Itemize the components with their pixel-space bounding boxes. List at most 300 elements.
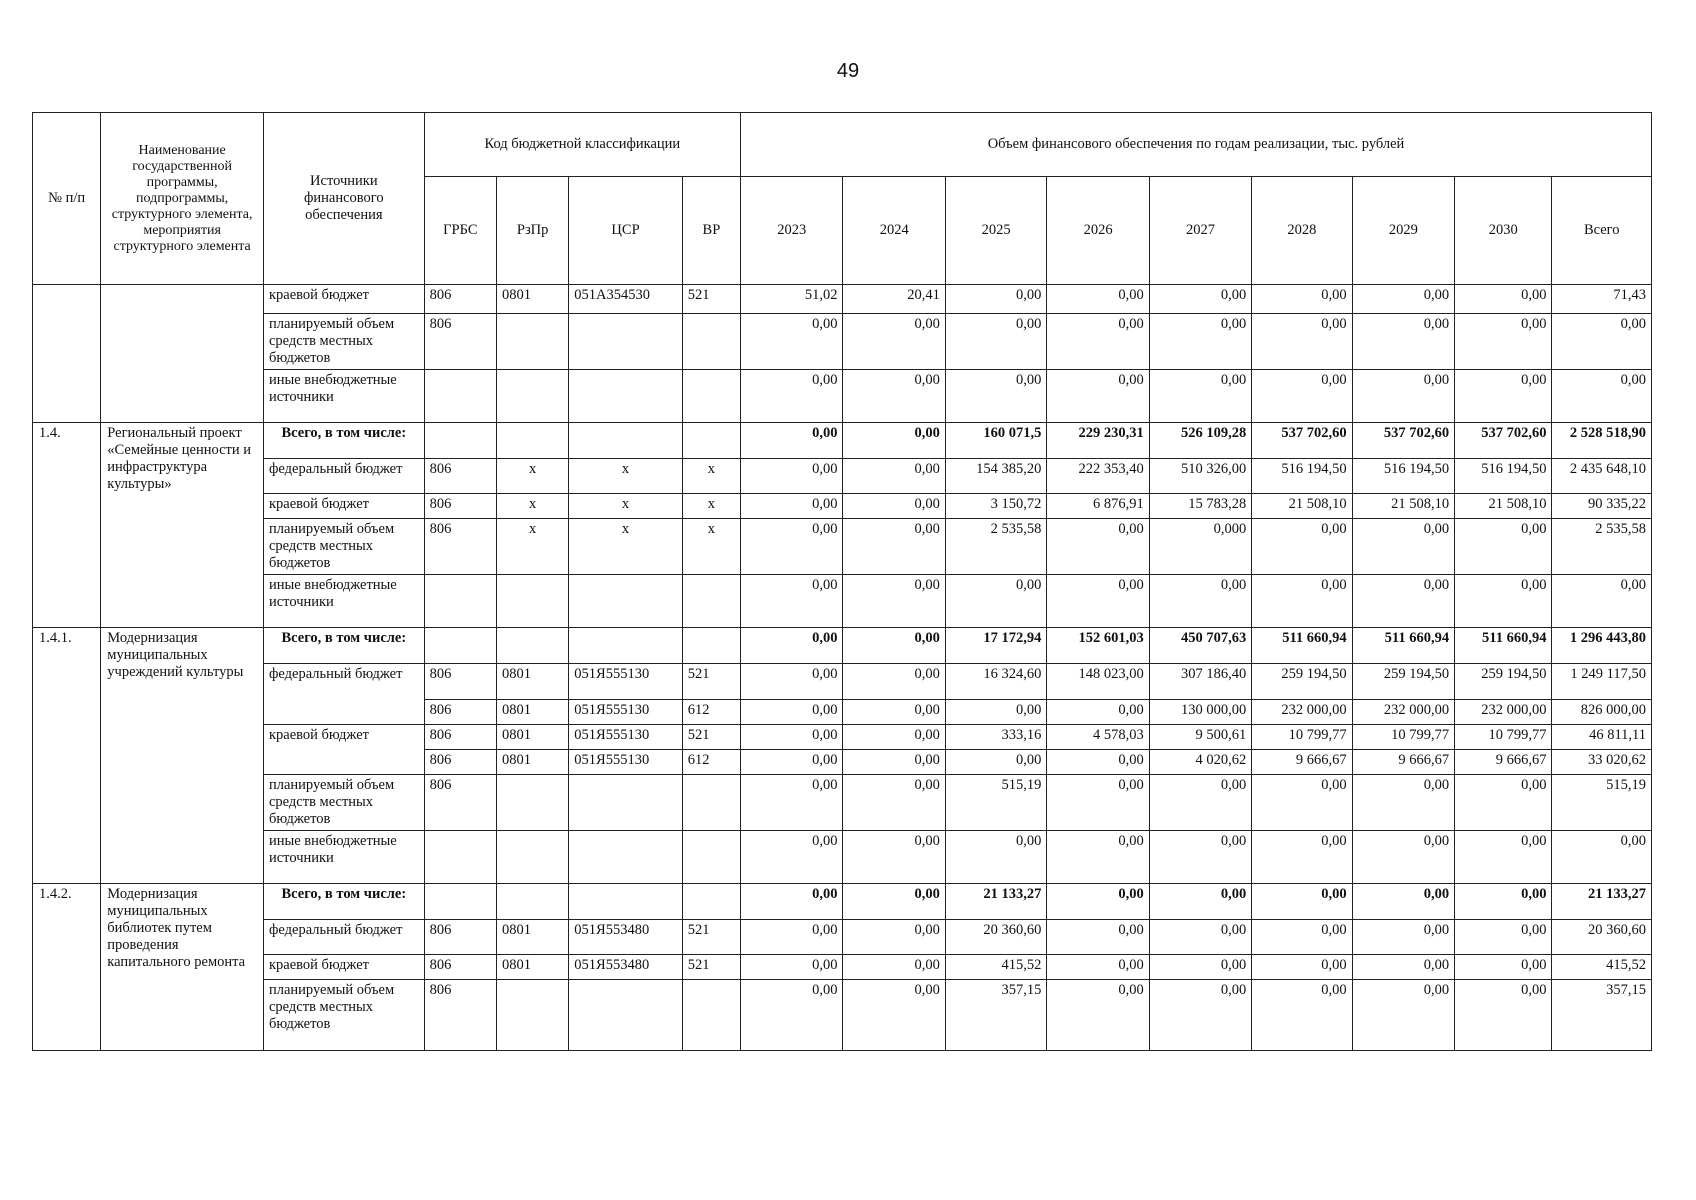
funding-source: планируемый объем средств местных бюджетов [263, 314, 424, 370]
value-2030: 0,00 [1455, 884, 1552, 920]
table-row [33, 285, 1652, 314]
value-2025: 16 324,60 [945, 664, 1046, 700]
funding-source: планируемый объем средств местных бюджетов [263, 775, 424, 831]
table-row [33, 314, 1652, 370]
csr-code [569, 884, 682, 920]
value-2027: 0,00 [1149, 884, 1251, 920]
funding-source: иные внебюджетные источники [263, 370, 424, 423]
value-2029: 10 799,77 [1352, 725, 1454, 750]
value-2025: 17 172,94 [945, 628, 1046, 664]
funding-source: краевой бюджет [263, 955, 424, 980]
value-total: 826 000,00 [1552, 700, 1652, 725]
item-name: Модернизация муниципальных учреждений культуры [101, 628, 264, 884]
value-2030: 10 799,77 [1455, 725, 1552, 750]
value-2030: 21 508,10 [1455, 494, 1552, 519]
value-total: 2 435 648,10 [1552, 459, 1652, 494]
csr-code [569, 775, 682, 831]
rzpr-code [496, 628, 568, 664]
table-row [33, 519, 1652, 575]
funding-source: планируемый объем средств местных бюджетов [263, 519, 424, 575]
value-2029: 0,00 [1352, 519, 1454, 575]
value-2024: 0,00 [843, 955, 945, 980]
value-2026: 0,00 [1047, 831, 1149, 884]
value-2025: 0,00 [945, 370, 1046, 423]
value-2028: 21 508,10 [1252, 494, 1352, 519]
value-2026: 0,00 [1047, 314, 1149, 370]
rzpr-code: х [496, 519, 568, 575]
grbs-code: 806 [424, 285, 496, 314]
value-total: 21 133,27 [1552, 884, 1652, 920]
grbs-code: 806 [424, 775, 496, 831]
value-2030: 0,00 [1455, 775, 1552, 831]
funding-source: Всего, в том числе: [263, 423, 424, 459]
value-2023: 0,00 [741, 628, 843, 664]
value-2026: 222 353,40 [1047, 459, 1149, 494]
value-2023: 0,00 [741, 884, 843, 920]
value-total: 20 360,60 [1552, 920, 1652, 955]
csr-code: 051Я553480 [569, 920, 682, 955]
csr-code [569, 314, 682, 370]
value-2025: 333,16 [945, 725, 1046, 750]
value-2026: 148 023,00 [1047, 664, 1149, 700]
value-2030: 0,00 [1455, 285, 1552, 314]
value-2023: 0,00 [741, 980, 843, 1051]
value-2029: 0,00 [1352, 884, 1454, 920]
value-2023: 0,00 [741, 831, 843, 884]
csr-code: 051Я553480 [569, 955, 682, 980]
value-2027: 510 326,00 [1149, 459, 1251, 494]
vr-code: 521 [682, 285, 740, 314]
value-2025: 0,00 [945, 700, 1046, 725]
header-year-2025: 2025 [945, 177, 1046, 285]
value-2025: 21 133,27 [945, 884, 1046, 920]
funding-source: краевой бюджет [263, 285, 424, 314]
value-2024: 0,00 [843, 775, 945, 831]
value-2023: 0,00 [741, 423, 843, 459]
table-row [33, 920, 1652, 955]
value-2027: 0,00 [1149, 285, 1251, 314]
value-2026: 0,00 [1047, 575, 1149, 628]
header-year-2027: 2027 [1149, 177, 1251, 285]
table-row [33, 494, 1652, 519]
value-2024: 0,00 [843, 628, 945, 664]
value-2027: 0,00 [1149, 370, 1251, 423]
rzpr-code: 0801 [496, 725, 568, 750]
value-2026: 0,00 [1047, 285, 1149, 314]
csr-code: 051Я555130 [569, 700, 682, 725]
value-2027: 0,00 [1149, 314, 1251, 370]
table-row [33, 664, 1652, 700]
value-2025: 0,00 [945, 831, 1046, 884]
vr-code: 521 [682, 955, 740, 980]
value-2025: 415,52 [945, 955, 1046, 980]
grbs-code [424, 884, 496, 920]
rzpr-code [496, 423, 568, 459]
value-2028: 0,00 [1252, 955, 1352, 980]
value-total: 0,00 [1552, 575, 1652, 628]
value-2028: 0,00 [1252, 980, 1352, 1051]
value-2026: 0,00 [1047, 775, 1149, 831]
value-2030: 0,00 [1455, 519, 1552, 575]
value-2025: 160 071,5 [945, 423, 1046, 459]
table-row [33, 423, 1652, 459]
header-year-2029: 2029 [1352, 177, 1454, 285]
funding-source: иные внебюджетные источники [263, 575, 424, 628]
value-total: 357,15 [1552, 980, 1652, 1051]
header-year-2028: 2028 [1252, 177, 1352, 285]
value-2025: 0,00 [945, 750, 1046, 775]
vr-code: х [682, 459, 740, 494]
grbs-code: 806 [424, 459, 496, 494]
value-2028: 0,00 [1252, 575, 1352, 628]
value-2023: 0,00 [741, 575, 843, 628]
value-2028: 511 660,94 [1252, 628, 1352, 664]
vr-code: 612 [682, 700, 740, 725]
value-2030: 0,00 [1455, 370, 1552, 423]
value-total: 0,00 [1552, 314, 1652, 370]
item-number: 1.4. [33, 423, 101, 628]
value-2024: 20,41 [843, 285, 945, 314]
csr-code: х [569, 494, 682, 519]
vr-code: 521 [682, 920, 740, 955]
value-2028: 0,00 [1252, 831, 1352, 884]
funding-source: федеральный бюджет [263, 664, 424, 725]
header-code-group: Код бюджетной классификации [424, 113, 740, 177]
value-2024: 0,00 [843, 980, 945, 1051]
value-2023: 0,00 [741, 370, 843, 423]
csr-code [569, 423, 682, 459]
grbs-code: 806 [424, 519, 496, 575]
value-2027: 0,00 [1149, 920, 1251, 955]
header-grbs: ГРБС [424, 177, 496, 285]
value-2029: 516 194,50 [1352, 459, 1454, 494]
value-2030: 0,00 [1455, 831, 1552, 884]
value-2024: 0,00 [843, 494, 945, 519]
value-2024: 0,00 [843, 664, 945, 700]
funding-source: иные внебюджетные источники [263, 831, 424, 884]
table-body [33, 285, 1652, 1051]
value-2027: 4 020,62 [1149, 750, 1251, 775]
grbs-code: 806 [424, 700, 496, 725]
grbs-code: 806 [424, 314, 496, 370]
header-rzpr: РзПр [496, 177, 568, 285]
grbs-code [424, 628, 496, 664]
rzpr-code: 0801 [496, 750, 568, 775]
grbs-code: 806 [424, 955, 496, 980]
table-row [33, 370, 1652, 423]
value-2028: 259 194,50 [1252, 664, 1352, 700]
funding-source: федеральный бюджет [263, 920, 424, 955]
vr-code [682, 575, 740, 628]
value-2024: 0,00 [843, 314, 945, 370]
value-2026: 0,00 [1047, 955, 1149, 980]
header-name: Наименование государственной программы, подпрограммы, структурного элемента, мероприятия структурного элемента [101, 113, 264, 285]
value-2028: 10 799,77 [1252, 725, 1352, 750]
value-total: 0,00 [1552, 370, 1652, 423]
grbs-code [424, 423, 496, 459]
csr-code: 051А354530 [569, 285, 682, 314]
value-2026: 0,00 [1047, 750, 1149, 775]
value-total: 1 296 443,80 [1552, 628, 1652, 664]
value-2024: 0,00 [843, 700, 945, 725]
header-year-2026: 2026 [1047, 177, 1149, 285]
header-total: Всего [1552, 177, 1652, 285]
value-2029: 0,00 [1352, 831, 1454, 884]
value-2030: 259 194,50 [1455, 664, 1552, 700]
header-year-2030: 2030 [1455, 177, 1552, 285]
rzpr-code: х [496, 459, 568, 494]
funding-source: краевой бюджет [263, 494, 424, 519]
grbs-code [424, 575, 496, 628]
vr-code: 612 [682, 750, 740, 775]
table-row [33, 459, 1652, 494]
value-2026: 0,00 [1047, 884, 1149, 920]
csr-code: х [569, 459, 682, 494]
value-2023: 0,00 [741, 920, 843, 955]
value-2028: 0,00 [1252, 519, 1352, 575]
rzpr-code [496, 775, 568, 831]
table-row [33, 575, 1652, 628]
value-2024: 0,00 [843, 920, 945, 955]
value-2027: 526 109,28 [1149, 423, 1251, 459]
rzpr-code: 0801 [496, 285, 568, 314]
grbs-code: 806 [424, 664, 496, 700]
value-2025: 154 385,20 [945, 459, 1046, 494]
value-2028: 516 194,50 [1252, 459, 1352, 494]
rzpr-code: 0801 [496, 955, 568, 980]
value-2023: 0,00 [741, 519, 843, 575]
rzpr-code: 0801 [496, 920, 568, 955]
header-csr: ЦСР [569, 177, 682, 285]
value-2029: 0,00 [1352, 314, 1454, 370]
header-vr: ВР [682, 177, 740, 285]
header-volume-group: Объем финансового обеспечения по годам реализации, тыс. рублей [741, 113, 1652, 177]
value-2023: 0,00 [741, 314, 843, 370]
csr-code [569, 628, 682, 664]
value-2028: 232 000,00 [1252, 700, 1352, 725]
rzpr-code [496, 575, 568, 628]
value-2026: 0,00 [1047, 920, 1149, 955]
vr-code: 521 [682, 725, 740, 750]
value-2024: 0,00 [843, 370, 945, 423]
value-2030: 0,00 [1455, 575, 1552, 628]
value-2030: 0,00 [1455, 955, 1552, 980]
value-2023: 0,00 [741, 955, 843, 980]
value-2023: 0,00 [741, 750, 843, 775]
rzpr-code [496, 980, 568, 1051]
table-row [33, 980, 1652, 1051]
value-2027: 130 000,00 [1149, 700, 1251, 725]
value-total: 2 535,58 [1552, 519, 1652, 575]
value-2026: 6 876,91 [1047, 494, 1149, 519]
value-2029: 9 666,67 [1352, 750, 1454, 775]
value-2029: 259 194,50 [1352, 664, 1454, 700]
value-2024: 0,00 [843, 459, 945, 494]
vr-code [682, 628, 740, 664]
value-2026: 0,00 [1047, 519, 1149, 575]
vr-code: 521 [682, 664, 740, 700]
value-2025: 3 150,72 [945, 494, 1046, 519]
vr-code [682, 831, 740, 884]
funding-source: Всего, в том числе: [263, 884, 424, 920]
grbs-code [424, 370, 496, 423]
value-2025: 0,00 [945, 285, 1046, 314]
value-2030: 511 660,94 [1455, 628, 1552, 664]
grbs-code: 806 [424, 725, 496, 750]
table-row [33, 884, 1652, 920]
value-2025: 2 535,58 [945, 519, 1046, 575]
item-number: 1.4.2. [33, 884, 101, 1051]
value-2024: 0,00 [843, 750, 945, 775]
value-2030: 537 702,60 [1455, 423, 1552, 459]
value-2026: 229 230,31 [1047, 423, 1149, 459]
value-total: 415,52 [1552, 955, 1652, 980]
funding-source: планируемый объем средств местных бюджетов [263, 980, 424, 1051]
value-2023: 0,00 [741, 664, 843, 700]
value-2024: 0,00 [843, 575, 945, 628]
item-name [101, 285, 264, 423]
value-2030: 0,00 [1455, 314, 1552, 370]
value-2029: 0,00 [1352, 370, 1454, 423]
value-2025: 515,19 [945, 775, 1046, 831]
item-name: Модернизация муниципальных библиотек путем проведения капитального ремонта [101, 884, 264, 1051]
value-2023: 0,00 [741, 700, 843, 725]
value-total: 515,19 [1552, 775, 1652, 831]
value-2024: 0,00 [843, 423, 945, 459]
rzpr-code [496, 831, 568, 884]
value-total: 71,43 [1552, 285, 1652, 314]
funding-source: краевой бюджет [263, 725, 424, 775]
value-2028: 0,00 [1252, 285, 1352, 314]
vr-code [682, 423, 740, 459]
value-2029: 232 000,00 [1352, 700, 1454, 725]
value-2027: 0,00 [1149, 831, 1251, 884]
value-2029: 537 702,60 [1352, 423, 1454, 459]
grbs-code [424, 831, 496, 884]
value-total: 2 528 518,90 [1552, 423, 1652, 459]
csr-code: 051Я555130 [569, 664, 682, 700]
page-number: 49 [836, 60, 860, 82]
value-2028: 0,00 [1252, 884, 1352, 920]
csr-code [569, 575, 682, 628]
value-2026: 152 601,03 [1047, 628, 1149, 664]
value-2023: 0,00 [741, 725, 843, 750]
value-2029: 511 660,94 [1352, 628, 1454, 664]
funding-source: Всего, в том числе: [263, 628, 424, 664]
table-row [33, 955, 1652, 980]
value-2024: 0,00 [843, 831, 945, 884]
value-2025: 357,15 [945, 980, 1046, 1051]
value-2023: 51,02 [741, 285, 843, 314]
value-2024: 0,00 [843, 725, 945, 750]
csr-code [569, 370, 682, 423]
value-2027: 307 186,40 [1149, 664, 1251, 700]
csr-code [569, 831, 682, 884]
value-2027: 15 783,28 [1149, 494, 1251, 519]
vr-code [682, 314, 740, 370]
rzpr-code: 0801 [496, 700, 568, 725]
value-2024: 0,00 [843, 519, 945, 575]
vr-code [682, 980, 740, 1051]
value-2027: 0,00 [1149, 980, 1251, 1051]
value-2028: 537 702,60 [1252, 423, 1352, 459]
header-year-2024: 2024 [843, 177, 945, 285]
value-2026: 0,00 [1047, 980, 1149, 1051]
header-source: Источники финансового обеспечения [263, 113, 424, 285]
value-2028: 0,00 [1252, 314, 1352, 370]
value-2025: 0,00 [945, 314, 1046, 370]
item-name: Региональный проект «Семейные ценности и инфраструктура культуры» [101, 423, 264, 628]
value-2027: 9 500,61 [1149, 725, 1251, 750]
value-2028: 0,00 [1252, 775, 1352, 831]
rzpr-code [496, 884, 568, 920]
rzpr-code [496, 370, 568, 423]
vr-code [682, 884, 740, 920]
value-2027: 0,000 [1149, 519, 1251, 575]
value-2023: 0,00 [741, 775, 843, 831]
grbs-code: 806 [424, 750, 496, 775]
value-2029: 0,00 [1352, 980, 1454, 1051]
value-2023: 0,00 [741, 459, 843, 494]
header-year-2023: 2023 [741, 177, 843, 285]
value-2028: 0,00 [1252, 920, 1352, 955]
value-2027: 0,00 [1149, 955, 1251, 980]
table-row [33, 775, 1652, 831]
header-num: № п/п [33, 113, 101, 285]
finance-table [32, 112, 1652, 1051]
csr-code: х [569, 519, 682, 575]
value-2029: 21 508,10 [1352, 494, 1454, 519]
value-total: 1 249 117,50 [1552, 664, 1652, 700]
value-2028: 0,00 [1252, 370, 1352, 423]
grbs-code: 806 [424, 920, 496, 955]
csr-code: 051Я555130 [569, 750, 682, 775]
value-total: 33 020,62 [1552, 750, 1652, 775]
value-2026: 4 578,03 [1047, 725, 1149, 750]
value-2030: 516 194,50 [1455, 459, 1552, 494]
vr-code: х [682, 494, 740, 519]
vr-code [682, 370, 740, 423]
table-row [33, 831, 1652, 884]
table-row [33, 725, 1652, 750]
value-2027: 0,00 [1149, 575, 1251, 628]
value-total: 0,00 [1552, 831, 1652, 884]
rzpr-code: х [496, 494, 568, 519]
csr-code: 051Я555130 [569, 725, 682, 750]
value-total: 46 811,11 [1552, 725, 1652, 750]
value-2029: 0,00 [1352, 955, 1454, 980]
value-2029: 0,00 [1352, 920, 1454, 955]
value-2029: 0,00 [1352, 775, 1454, 831]
value-2030: 0,00 [1455, 920, 1552, 955]
value-2026: 0,00 [1047, 370, 1149, 423]
item-number: 1.4.1. [33, 628, 101, 884]
csr-code [569, 980, 682, 1051]
value-2029: 0,00 [1352, 575, 1454, 628]
grbs-code: 806 [424, 980, 496, 1051]
value-2025: 20 360,60 [945, 920, 1046, 955]
item-number [33, 285, 101, 423]
value-2030: 9 666,67 [1455, 750, 1552, 775]
value-2029: 0,00 [1352, 285, 1454, 314]
vr-code: х [682, 519, 740, 575]
value-2030: 0,00 [1455, 980, 1552, 1051]
value-2027: 450 707,63 [1149, 628, 1251, 664]
value-2026: 0,00 [1047, 700, 1149, 725]
value-2024: 0,00 [843, 884, 945, 920]
value-2027: 0,00 [1149, 775, 1251, 831]
value-2023: 0,00 [741, 494, 843, 519]
